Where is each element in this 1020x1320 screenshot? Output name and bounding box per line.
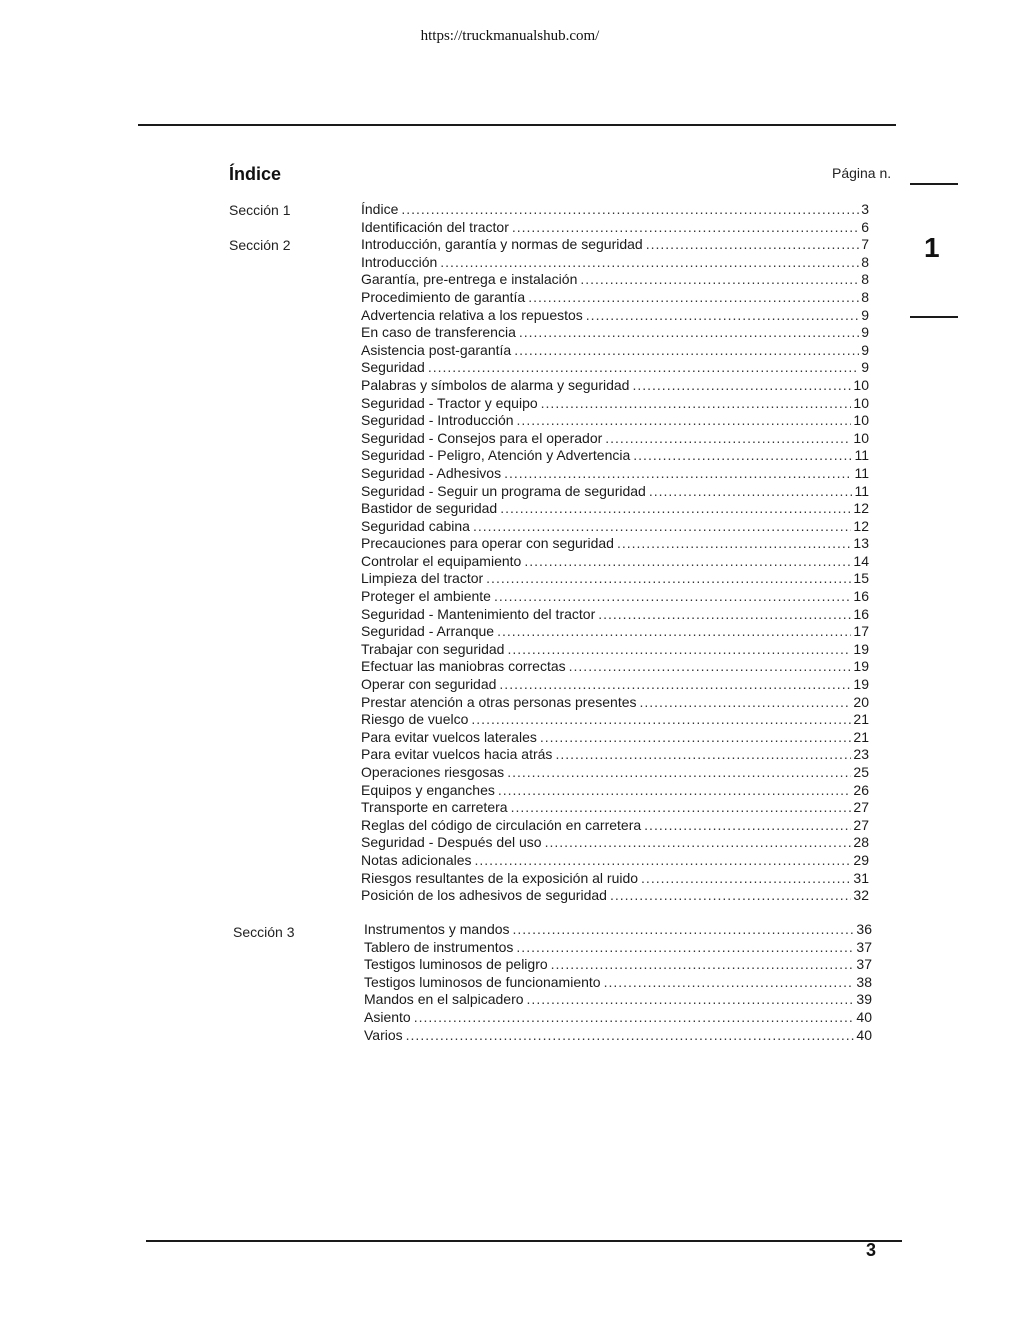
toc-entry-title: Notas adicionales bbox=[361, 851, 472, 868]
toc-leader-dots bbox=[497, 623, 851, 641]
toc-entry-title: Reglas del código de circulación en carretera bbox=[361, 816, 642, 833]
toc-entry bbox=[364, 956, 872, 974]
toc-leader-dots bbox=[644, 817, 851, 835]
toc-entry-title: Seguridad - Después del uso bbox=[361, 834, 542, 851]
toc-entry bbox=[361, 359, 869, 377]
toc-leader-dots bbox=[586, 307, 859, 325]
toc-entry-page: 21 bbox=[853, 728, 869, 745]
toc-leader-dots bbox=[406, 1027, 855, 1045]
toc-entry bbox=[361, 852, 869, 870]
toc-entry-page: 13 bbox=[853, 535, 869, 552]
toc-leader-dots bbox=[605, 430, 851, 448]
toc-entry bbox=[361, 430, 869, 448]
toc-entry-page: 8 bbox=[861, 271, 869, 288]
toc-leader-dots bbox=[494, 588, 851, 606]
toc-leader-dots bbox=[569, 658, 852, 676]
toc-entry bbox=[361, 658, 869, 676]
toc-leader-dots bbox=[604, 974, 855, 992]
toc-entry bbox=[361, 606, 869, 624]
toc-leader-dots bbox=[632, 377, 851, 395]
toc-entry bbox=[361, 289, 869, 307]
toc-leader-dots bbox=[540, 729, 852, 747]
toc-entry-title: Efectuar las maniobras correctas bbox=[361, 658, 566, 675]
toc-entry-page: 19 bbox=[853, 658, 869, 675]
toc-entry bbox=[361, 553, 869, 571]
toc-entry-title: Riesgo de vuelco bbox=[361, 711, 469, 728]
toc-entry-page: 16 bbox=[853, 588, 869, 605]
toc-entry-page: 19 bbox=[853, 676, 869, 693]
toc-leader-dots bbox=[500, 500, 851, 518]
toc-entry-title: Mandos en el salpicadero bbox=[364, 991, 524, 1008]
toc-leader-dots bbox=[504, 465, 852, 483]
toc-entry-title: Trabajar con seguridad bbox=[361, 640, 505, 657]
section-label-3: Sección 3 bbox=[233, 924, 295, 940]
toc-entry-title: Seguridad cabina bbox=[361, 517, 470, 534]
toc-entry bbox=[364, 1009, 872, 1027]
toc-entry-page: 31 bbox=[853, 869, 869, 886]
toc-entry bbox=[361, 570, 869, 588]
toc-entry-page: 3 bbox=[861, 201, 869, 217]
chapter-tab-rule-bottom bbox=[910, 316, 958, 318]
toc-list-section-3 bbox=[364, 921, 872, 1044]
toc-entry-title: Controlar el equipamiento bbox=[361, 552, 522, 569]
toc-entry-title: Operar con seguridad bbox=[361, 676, 497, 693]
toc-entry-title: Seguridad - Introducción bbox=[361, 412, 514, 429]
toc-entry-title: Índice bbox=[361, 201, 399, 217]
toc-entry bbox=[361, 834, 869, 852]
toc-entry bbox=[361, 799, 869, 817]
toc-leader-dots bbox=[598, 606, 851, 624]
toc-entry-title: Palabras y símbolos de alarma y seguridad bbox=[361, 376, 630, 393]
toc-entry-page: 11 bbox=[854, 447, 869, 464]
toc-entry-title: Operaciones riesgosas bbox=[361, 764, 505, 780]
toc-entry bbox=[361, 412, 869, 430]
toc-entry-page: 7 bbox=[861, 236, 869, 253]
toc-entry-page: 37 bbox=[856, 956, 872, 973]
toc-leader-dots bbox=[511, 799, 852, 817]
toc-entry bbox=[361, 483, 869, 501]
toc-entry-page: 40 bbox=[856, 1026, 872, 1043]
page-column-label: Página n. bbox=[832, 165, 892, 181]
toc-entry bbox=[364, 991, 872, 1009]
toc-leader-dots bbox=[499, 676, 851, 694]
toc-entry-page: 15 bbox=[853, 570, 869, 587]
toc-leader-dots bbox=[517, 412, 852, 430]
toc-entry bbox=[361, 307, 869, 325]
toc-entry-title: Garantía, pre-entrega e instalación bbox=[361, 271, 578, 288]
toc-entry-title: Tablero de instrumentos bbox=[364, 938, 514, 955]
toc-leader-dots bbox=[471, 711, 851, 729]
toc-entry-title: Seguridad - Arranque bbox=[361, 623, 495, 640]
toc-leader-dots bbox=[516, 939, 854, 957]
toc-entry-title: Testigos luminosos de funcionamiento bbox=[364, 973, 601, 990]
toc-entry-page: 10 bbox=[853, 412, 869, 429]
toc-entry bbox=[361, 588, 869, 606]
toc-entry bbox=[361, 342, 869, 360]
toc-leader-dots bbox=[440, 254, 859, 272]
toc-entry bbox=[361, 201, 869, 219]
toc-entry-title: En caso de transferencia bbox=[361, 324, 516, 341]
toc-entry-page: 10 bbox=[853, 376, 869, 393]
toc-leader-dots bbox=[649, 483, 853, 501]
toc-entry bbox=[361, 271, 869, 289]
toc-entry-title: Advertencia relativa a los repuestos bbox=[361, 306, 583, 323]
toc-entry bbox=[361, 500, 869, 518]
toc-entry-page: 8 bbox=[861, 253, 869, 270]
toc-entry-page: 12 bbox=[853, 500, 869, 517]
page-title: Índice bbox=[229, 164, 282, 184]
toc-entry bbox=[361, 729, 869, 747]
top-rule bbox=[138, 124, 896, 126]
toc-entry-page: 12 bbox=[853, 517, 869, 534]
toc-entry-title: Seguridad - Tractor y equipo bbox=[361, 394, 538, 411]
bottom-rule bbox=[146, 1240, 902, 1242]
toc-leader-dots bbox=[555, 746, 851, 764]
toc-entry-page: 6 bbox=[861, 218, 869, 235]
toc-entry-page: 9 bbox=[861, 306, 869, 323]
toc-entry-title: Bastidor de seguridad bbox=[361, 500, 498, 517]
toc-entry-title: Transporte en carretera bbox=[361, 799, 508, 816]
toc-leader-dots bbox=[528, 289, 859, 307]
toc-entry-title: Limpieza del tractor bbox=[361, 570, 484, 587]
toc-entry bbox=[361, 782, 869, 800]
toc-entry-page: 27 bbox=[853, 816, 869, 833]
toc-entry bbox=[361, 447, 869, 465]
toc-entry bbox=[361, 817, 869, 835]
toc-leader-dots bbox=[512, 219, 859, 237]
toc-entry bbox=[364, 974, 872, 992]
toc-leader-dots bbox=[498, 782, 852, 800]
toc-leader-dots bbox=[414, 1009, 855, 1027]
toc-entry-title: Posición de los adhesivos de seguridad bbox=[361, 887, 607, 904]
section-label-2: Sección 2 bbox=[229, 237, 291, 253]
toc-entry-title: Para evitar vuelcos hacia atrás bbox=[361, 746, 553, 763]
toc-entry bbox=[361, 746, 869, 764]
toc-entry-page: 29 bbox=[853, 851, 869, 868]
toc-leader-dots bbox=[551, 956, 855, 974]
toc-entry-title: Seguridad - Mantenimiento del tractor bbox=[361, 605, 596, 622]
toc-entry-title: Proteger el ambiente bbox=[361, 588, 491, 605]
toc-entry-page: 9 bbox=[861, 359, 869, 376]
toc-leader-dots bbox=[541, 395, 852, 413]
toc-entry bbox=[361, 694, 869, 712]
toc-entry bbox=[361, 254, 869, 272]
source-url: https://truckmanualshub.com/ bbox=[420, 28, 600, 44]
toc-entry-page: 21 bbox=[853, 711, 869, 728]
toc-entry-title: Equipos y enganches bbox=[361, 781, 495, 798]
toc-entry-title: Seguridad - Adhesivos bbox=[361, 464, 502, 481]
toc-entry-title: Procedimiento de garantía bbox=[361, 288, 526, 305]
toc-leader-dots bbox=[524, 553, 851, 571]
toc-entry-page: 20 bbox=[853, 693, 869, 710]
toc-entry-page: 38 bbox=[856, 973, 872, 990]
toc-entry-page: 27 bbox=[853, 799, 869, 816]
toc-leader-dots bbox=[633, 447, 852, 465]
toc-entry-page: 36 bbox=[856, 921, 872, 937]
toc-entry bbox=[361, 377, 869, 395]
toc-entry-page: 23 bbox=[853, 746, 869, 763]
toc-entry-title: Testigos luminosos de peligro bbox=[364, 956, 548, 973]
toc-entry bbox=[361, 764, 869, 782]
toc-leader-dots bbox=[513, 921, 855, 939]
toc-entry-title: Seguridad - Peligro, Atención y Advertencia bbox=[361, 447, 631, 464]
toc-entry bbox=[361, 641, 869, 659]
toc-leader-dots bbox=[401, 201, 859, 219]
toc-entry-page: 9 bbox=[861, 324, 869, 341]
toc-leader-dots bbox=[580, 271, 859, 289]
toc-entry bbox=[361, 324, 869, 342]
toc-entry bbox=[364, 939, 872, 957]
toc-entry bbox=[364, 921, 872, 939]
toc-leader-dots bbox=[545, 834, 852, 852]
toc-leader-dots bbox=[617, 535, 851, 553]
toc-entry-page: 8 bbox=[861, 288, 869, 305]
toc-entry bbox=[364, 1027, 872, 1045]
toc-entry-page: 39 bbox=[856, 991, 872, 1008]
toc-leader-dots bbox=[507, 641, 851, 659]
toc-entry bbox=[361, 518, 869, 536]
toc-entry bbox=[361, 870, 869, 888]
toc-entry-page: 10 bbox=[853, 394, 869, 411]
toc-leader-dots bbox=[473, 518, 851, 536]
toc-entry bbox=[361, 623, 869, 641]
toc-entry-page: 11 bbox=[854, 464, 869, 481]
toc-leader-dots bbox=[514, 342, 859, 360]
toc-leader-dots bbox=[475, 852, 852, 870]
toc-entry-title: Introducción, garantía y normas de seguridad bbox=[361, 236, 643, 253]
toc-leader-dots bbox=[519, 324, 859, 342]
toc-entry-page: 26 bbox=[853, 781, 869, 798]
toc-entry-title: Identificación del tractor bbox=[361, 218, 509, 235]
toc-entry-page: 40 bbox=[856, 1008, 872, 1025]
toc-entry bbox=[361, 535, 869, 553]
toc-leader-dots bbox=[640, 694, 852, 712]
toc-entry-title: Seguridad bbox=[361, 359, 425, 376]
toc-entry-page: 14 bbox=[853, 552, 869, 569]
toc-entry-title: Introducción bbox=[361, 253, 438, 270]
toc-entry bbox=[361, 465, 869, 483]
toc-entry-page: 25 bbox=[853, 764, 869, 780]
toc-entry-title: Asistencia post-garantía bbox=[361, 341, 512, 358]
chapter-tab-rule-top bbox=[910, 183, 958, 185]
toc-entry-title: Riesgos resultantes de la exposición al ruido bbox=[361, 869, 639, 886]
toc-entry-title: Varios bbox=[364, 1026, 403, 1043]
section-label-1: Sección 1 bbox=[229, 202, 291, 218]
toc-entry-title: Instrumentos y mandos bbox=[364, 921, 510, 937]
toc-entry-title: Asiento bbox=[364, 1008, 411, 1025]
toc-entry bbox=[361, 395, 869, 413]
toc-leader-dots bbox=[646, 236, 859, 254]
chapter-tab-number: 1 bbox=[924, 232, 940, 263]
toc-leader-dots bbox=[610, 887, 851, 905]
toc-entry-page: 19 bbox=[853, 640, 869, 657]
page-number: 3 bbox=[866, 1240, 877, 1260]
toc-entry-page: 11 bbox=[854, 482, 869, 499]
toc-entry-page: 16 bbox=[853, 605, 869, 622]
toc-entry-page: 28 bbox=[853, 834, 869, 851]
toc-entry-title: Para evitar vuelcos laterales bbox=[361, 728, 537, 745]
toc-entry bbox=[361, 711, 869, 729]
toc-entry-page: 32 bbox=[853, 887, 869, 904]
toc-entry-title: Precauciones para operar con seguridad bbox=[361, 535, 614, 552]
toc-entry-title: Seguridad - Consejos para el operador bbox=[361, 429, 603, 446]
toc-entry-page: 37 bbox=[856, 938, 872, 955]
toc-entry bbox=[361, 219, 869, 237]
toc-leader-dots bbox=[507, 764, 851, 782]
toc-leader-dots bbox=[641, 870, 851, 888]
toc-leader-dots bbox=[486, 570, 851, 588]
toc-entry bbox=[361, 887, 869, 905]
toc-entry bbox=[361, 236, 869, 254]
toc-list-sections-1-2 bbox=[361, 201, 869, 905]
toc-entry bbox=[361, 676, 869, 694]
toc-entry-page: 17 bbox=[853, 623, 869, 640]
toc-entry-page: 10 bbox=[853, 429, 869, 446]
toc-entry-title: Seguridad - Seguir un programa de seguridad bbox=[361, 482, 646, 499]
toc-leader-dots bbox=[527, 991, 855, 1009]
toc-entry-page: 9 bbox=[861, 341, 869, 358]
toc-entry-title: Prestar atención a otras personas presentes bbox=[361, 693, 637, 710]
toc-leader-dots bbox=[428, 359, 859, 377]
